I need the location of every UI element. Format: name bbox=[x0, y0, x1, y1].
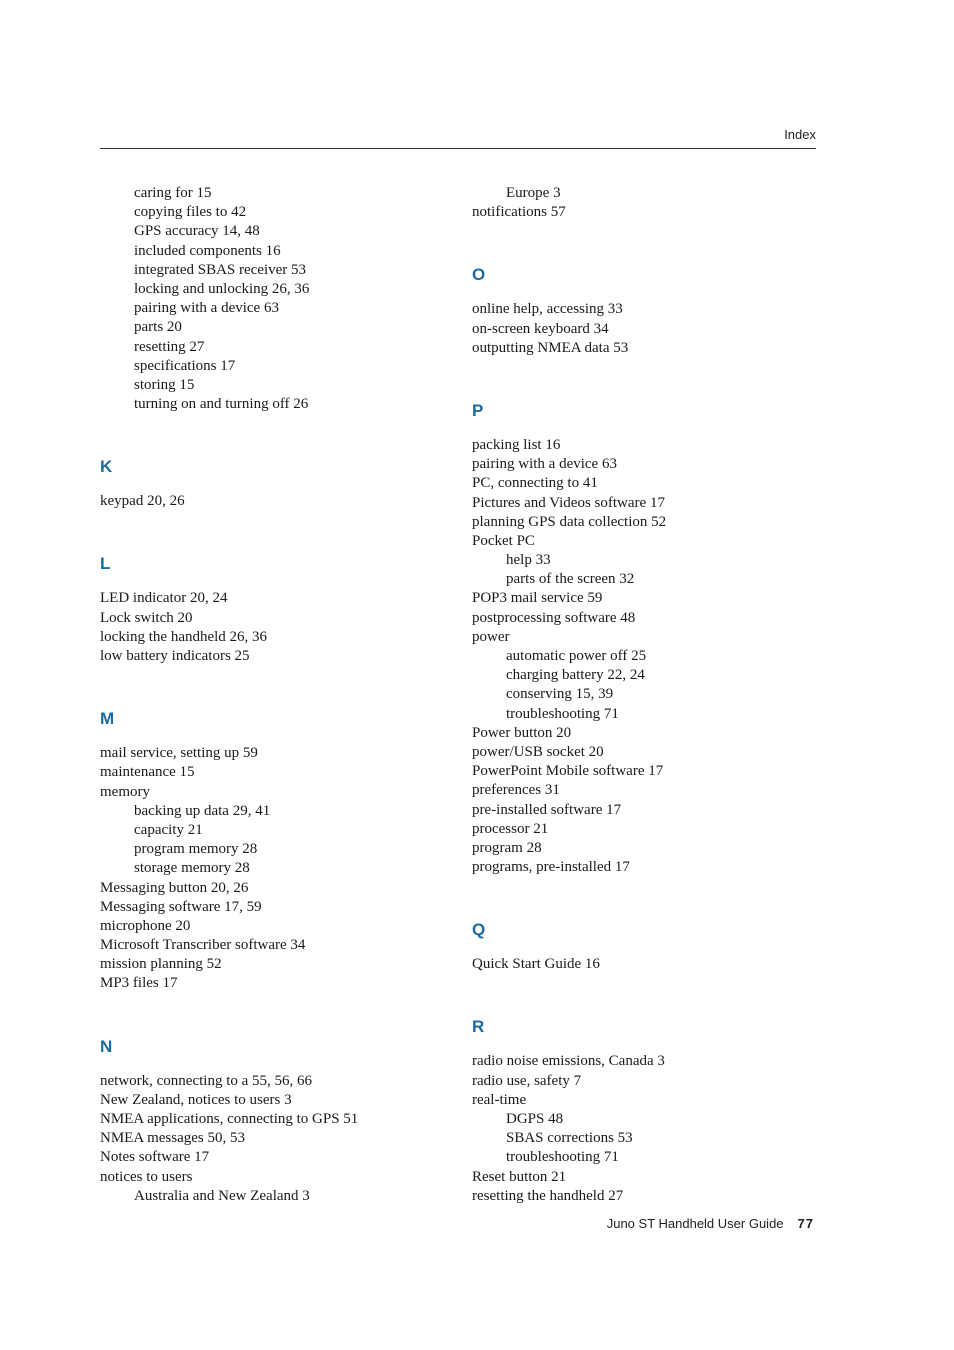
index-subentry: troubleshooting 71 bbox=[506, 705, 619, 722]
index-letter-heading: P bbox=[472, 400, 484, 420]
heading-spacer bbox=[472, 290, 832, 300]
index-subentry: pairing with a device 63 bbox=[134, 300, 279, 317]
index-column-left bbox=[100, 184, 460, 1206]
index-entry: microphone 20 bbox=[100, 917, 191, 934]
index-entry: POP3 mail service 59 bbox=[472, 590, 603, 607]
index-entry: Messaging software 17, 59 bbox=[100, 898, 262, 915]
index-entry: Pictures and Videos software 17 bbox=[472, 494, 665, 511]
index-entry: programs, pre-installed 17 bbox=[472, 859, 630, 876]
index-entry: power/USB socket 20 bbox=[472, 743, 604, 760]
index-entry: Messaging button 20, 26 bbox=[100, 879, 249, 896]
index-subentry: DGPS 48 bbox=[506, 1111, 564, 1127]
index-entry: maintenance 15 bbox=[100, 764, 195, 781]
index-subentry: GPS accuracy 14, 48 bbox=[134, 223, 260, 240]
index-entry: memory bbox=[100, 783, 150, 800]
index-entry: preferences 31 bbox=[472, 782, 560, 799]
index-entry: MP3 files 17 bbox=[100, 975, 178, 992]
index-letter-heading: K bbox=[100, 457, 113, 477]
index-entry: Microsoft Transcriber software 34 bbox=[100, 937, 306, 954]
heading-spacer bbox=[100, 482, 460, 492]
index-entry: Reset button 21 bbox=[472, 1168, 567, 1185]
index-subentry: copying files to 42 bbox=[134, 204, 247, 221]
index-entry: packing list 16 bbox=[472, 436, 561, 453]
index-entry: processor 21 bbox=[472, 820, 549, 837]
index-entry: radio use, safety 7 bbox=[472, 1072, 582, 1089]
heading-spacer bbox=[100, 1062, 460, 1072]
index-subentry: parts 20 bbox=[134, 319, 182, 336]
index-subentry: help 33 bbox=[506, 552, 551, 569]
index-entry: program 28 bbox=[472, 839, 542, 856]
index-entry: mission planning 52 bbox=[100, 956, 222, 973]
index-letter-heading: O bbox=[472, 265, 486, 285]
index-entry: mail service, setting up 59 bbox=[100, 745, 258, 762]
index-entry: power bbox=[472, 628, 510, 645]
index-entry: NMEA messages 50, 53 bbox=[100, 1130, 245, 1147]
index-entry: network, connecting to a 55, 56, 66 bbox=[100, 1072, 313, 1089]
index-entry: postprocessing software 48 bbox=[472, 609, 636, 626]
running-header: Index bbox=[784, 127, 816, 142]
index-subentry: automatic power off 25 bbox=[506, 648, 647, 664]
index-entry: on-screen keyboard 34 bbox=[472, 320, 609, 337]
index-entry: notices to users bbox=[100, 1168, 193, 1185]
index-subentry: storing 15 bbox=[134, 376, 195, 393]
heading-spacer bbox=[100, 579, 460, 589]
index-entry: resetting the handheld 27 bbox=[472, 1187, 624, 1204]
index-entry: keypad 20, 26 bbox=[100, 493, 185, 510]
index-subentry: Europe 3 bbox=[506, 185, 561, 201]
index-letter-heading: R bbox=[472, 1017, 485, 1037]
index-subentry: conserving 15, 39 bbox=[506, 686, 614, 703]
index-subentry: charging battery 22, 24 bbox=[506, 667, 645, 684]
index-entry: Lock switch 20 bbox=[100, 609, 193, 626]
index-column-right bbox=[472, 184, 832, 1206]
heading-spacer bbox=[472, 1042, 832, 1052]
index-letter-heading: L bbox=[100, 554, 111, 574]
index-entry: Quick Start Guide 16 bbox=[472, 956, 600, 973]
footer-guide-title: Juno ST Handheld User Guide bbox=[606, 1216, 784, 1231]
index-entry: NMEA applications, connecting to GPS 51 bbox=[100, 1111, 359, 1127]
index-subentry: integrated SBAS receiver 53 bbox=[134, 261, 307, 278]
index-entry: online help, accessing 33 bbox=[472, 301, 623, 318]
index-subentry: included components 16 bbox=[134, 242, 281, 259]
footer-page-number: 77 bbox=[797, 1216, 814, 1231]
heading-spacer bbox=[472, 426, 832, 436]
index-subentry: storage memory 28 bbox=[134, 860, 250, 877]
index-letter-heading: N bbox=[100, 1036, 113, 1056]
index-subentry: backing up data 29, 41 bbox=[134, 802, 271, 819]
index-subentry: resetting 27 bbox=[134, 338, 205, 355]
index-subentry: Australia and New Zealand 3 bbox=[134, 1187, 310, 1204]
index-entry: planning GPS data collection 52 bbox=[472, 513, 667, 530]
index-entry: real-time bbox=[472, 1091, 527, 1108]
index-entry: notifications 57 bbox=[472, 204, 566, 221]
index-subentry: specifications 17 bbox=[134, 357, 236, 374]
index-subentry: program memory 28 bbox=[134, 841, 258, 858]
index-entry: PC, connecting to 41 bbox=[472, 475, 598, 492]
heading-spacer bbox=[472, 945, 832, 955]
index-subentry: parts of the screen 32 bbox=[506, 571, 635, 588]
index-entry: PowerPoint Mobile software 17 bbox=[472, 763, 664, 780]
index-subentry: locking and unlocking 26, 36 bbox=[134, 280, 310, 297]
index-letter-heading: Q bbox=[472, 920, 486, 940]
index-entry: Pocket PC bbox=[472, 532, 535, 549]
page-footer bbox=[100, 1216, 814, 1231]
index-entry: outputting NMEA data 53 bbox=[472, 339, 629, 356]
index-letter-heading: M bbox=[100, 709, 115, 729]
index-entry: radio noise emissions, Canada 3 bbox=[472, 1053, 665, 1070]
index-entry: pairing with a device 63 bbox=[472, 456, 617, 473]
index-subentry: troubleshooting 71 bbox=[506, 1149, 619, 1166]
heading-spacer bbox=[100, 734, 460, 744]
index-entry: Power button 20 bbox=[472, 724, 572, 741]
index-entry: pre-installed software 17 bbox=[472, 801, 622, 818]
index-entry: Notes software 17 bbox=[100, 1149, 210, 1166]
index-entry: New Zealand, notices to users 3 bbox=[100, 1091, 292, 1108]
index-subentry: SBAS corrections 53 bbox=[506, 1130, 633, 1147]
index-entry: locking the handheld 26, 36 bbox=[100, 628, 268, 645]
index-subentry: caring for 15 bbox=[134, 185, 212, 201]
index-entry: low battery indicators 25 bbox=[100, 648, 250, 664]
header-rule bbox=[100, 148, 816, 149]
index-subentry: turning on and turning off 26 bbox=[134, 396, 309, 413]
index-entry: LED indicator 20, 24 bbox=[100, 590, 228, 607]
index-subentry: capacity 21 bbox=[134, 821, 203, 838]
